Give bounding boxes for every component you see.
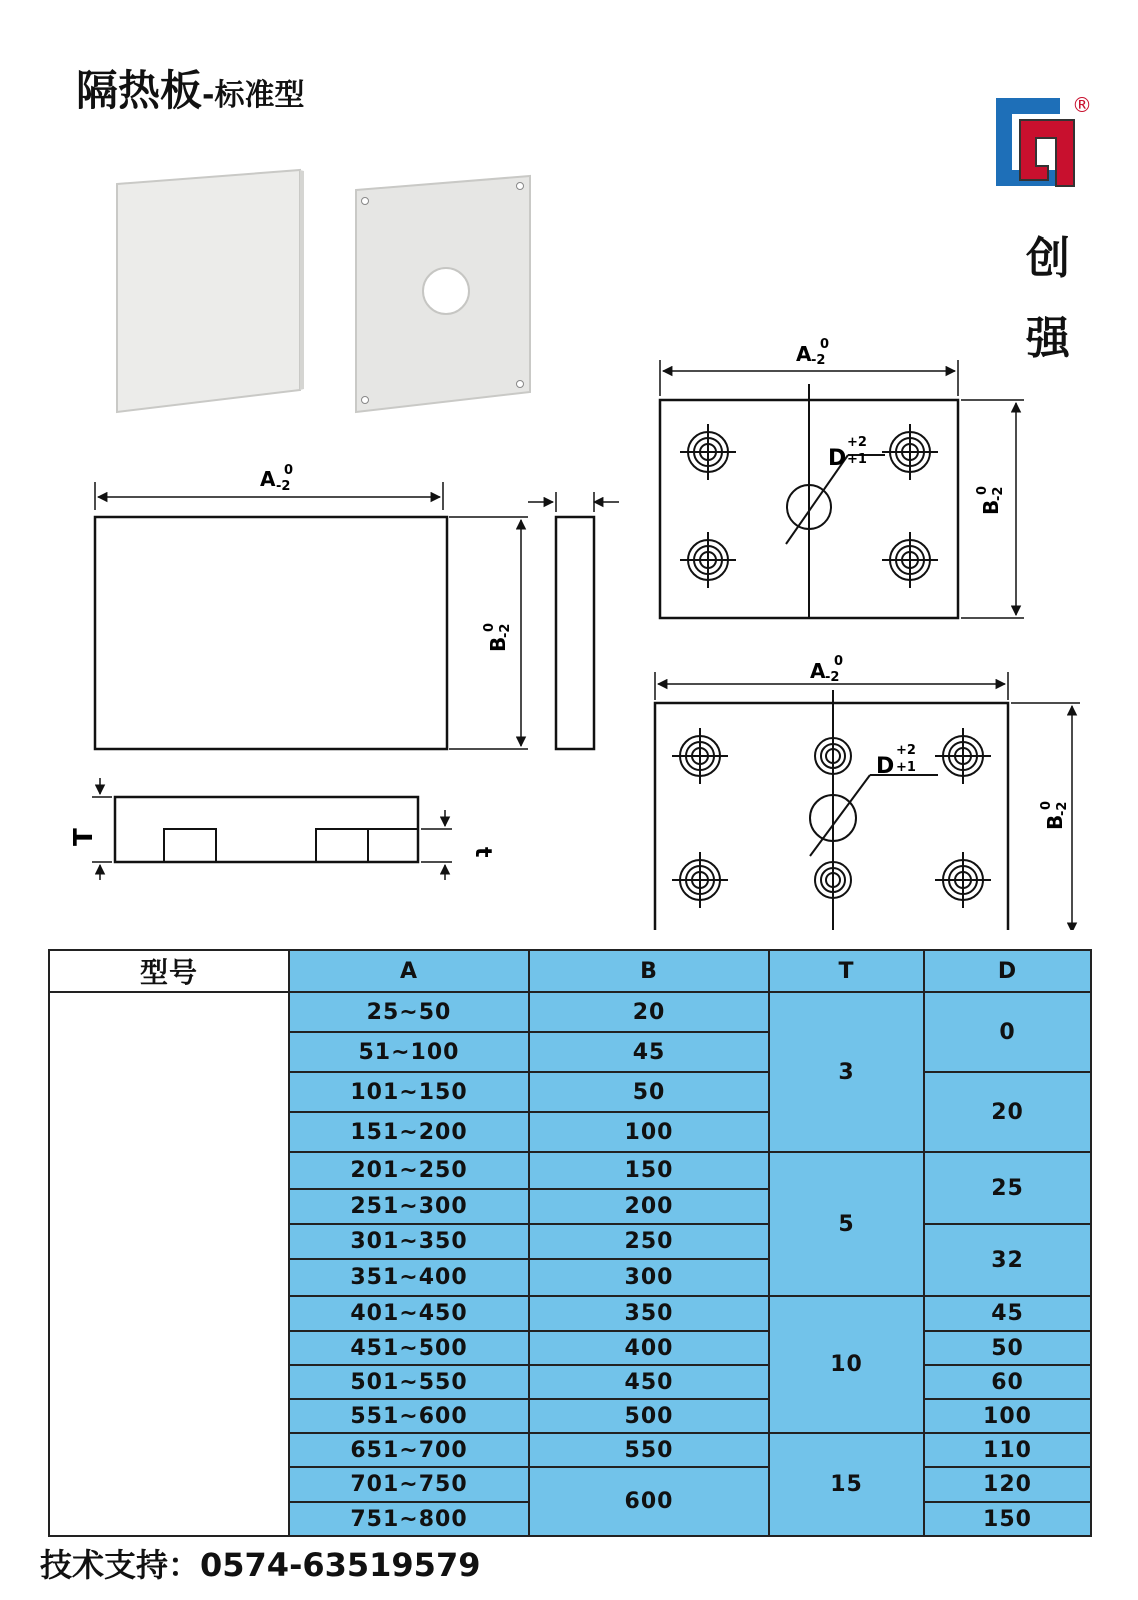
cell-b: 600: [529, 1467, 769, 1536]
cell-a: 151~200: [289, 1112, 529, 1152]
cell-b: 200: [529, 1189, 769, 1224]
cell-a: 451~500: [289, 1331, 529, 1365]
title-main: 隔热板: [76, 66, 203, 115]
cell-a: 651~700: [289, 1433, 529, 1467]
side-view: [528, 492, 619, 749]
cell-d: 25: [924, 1152, 1091, 1224]
cell-b: 400: [529, 1331, 769, 1365]
svg-text:+1: +1: [847, 452, 867, 467]
four-hole-view: [660, 337, 1024, 618]
cell-a: 25~50: [289, 992, 529, 1032]
cell-d: 60: [924, 1365, 1091, 1399]
svg-text:0: 0: [834, 654, 844, 669]
cell-b: 450: [529, 1365, 769, 1399]
svg-text:0: 0: [1039, 800, 1054, 810]
svg-text:0: 0: [820, 337, 830, 352]
cell-b: 100: [529, 1112, 769, 1152]
header-d: D: [924, 950, 1091, 992]
cell-d: 50: [924, 1331, 1091, 1365]
cell-a: 551~600: [289, 1399, 529, 1433]
cell-d: 0: [924, 992, 1091, 1072]
svg-text:-2: -2: [1055, 801, 1070, 816]
cell-a: 751~800: [289, 1502, 529, 1536]
brand-name-1: 创: [1026, 233, 1070, 284]
svg-text:-2: -2: [498, 623, 513, 638]
cell-d: 20: [924, 1072, 1091, 1152]
title-sub: -标准型: [202, 78, 305, 113]
cell-a: 251~300: [289, 1189, 529, 1224]
model-cell: [49, 992, 289, 1536]
cell-d: 150: [924, 1502, 1091, 1536]
cell-a: 101~150: [289, 1072, 529, 1112]
four-hole-dim-a: A: [796, 342, 812, 366]
cell-d: 32: [924, 1224, 1091, 1296]
header-b: B: [529, 950, 769, 992]
svg-text:+2: +2: [896, 743, 916, 758]
section-dim-t-upper: T: [69, 828, 99, 846]
cell-a: 701~750: [289, 1467, 529, 1502]
cell-b: 250: [529, 1224, 769, 1259]
registered-mark: ®: [1072, 93, 1092, 117]
cell-d: 100: [924, 1399, 1091, 1433]
table-header-row: [49, 950, 1091, 992]
cell-a: 51~100: [289, 1032, 529, 1072]
cell-b: 350: [529, 1296, 769, 1331]
svg-text:0: 0: [975, 485, 990, 495]
brand-name-2: 强: [1026, 313, 1070, 364]
six-hole-dim-d: D: [876, 754, 895, 779]
cell-b: 50: [529, 1072, 769, 1112]
cell-b: 45: [529, 1032, 769, 1072]
section-view: [69, 778, 495, 880]
svg-text:0: 0: [284, 463, 294, 478]
cell-b: 20: [529, 992, 769, 1032]
header-model: 型号: [49, 950, 289, 992]
table-row: [49, 992, 1091, 1032]
header-a: A: [289, 950, 529, 992]
four-hole-dim-b: B: [979, 499, 1003, 515]
cell-t: 10: [769, 1296, 924, 1433]
svg-text:-2: -2: [825, 670, 840, 685]
cell-b: 500: [529, 1399, 769, 1433]
holed-plate-photo: [356, 176, 530, 412]
cell-a: 401~450: [289, 1296, 529, 1331]
cell-t: 3: [769, 992, 924, 1152]
four-hole-dim-d: D: [828, 446, 847, 471]
six-hole-dim-a: A: [810, 659, 826, 683]
svg-text:0: 0: [482, 622, 497, 632]
cell-d: 110: [924, 1433, 1091, 1467]
cell-b: 550: [529, 1433, 769, 1467]
cell-d: 45: [924, 1296, 1091, 1331]
front-dim-b: B: [486, 636, 510, 652]
cell-b: 150: [529, 1152, 769, 1189]
cell-t: 15: [769, 1433, 924, 1536]
cell-d: 120: [924, 1467, 1091, 1502]
six-hole-view: [655, 654, 1080, 930]
cell-b: 300: [529, 1259, 769, 1296]
svg-text:-2: -2: [276, 479, 291, 494]
six-hole-dim-b: B: [1043, 814, 1067, 830]
section-dim-t-lower: t: [470, 847, 495, 858]
cell-a: 201~250: [289, 1152, 529, 1189]
front-dim-a: A: [260, 467, 276, 491]
cell-a: 501~550: [289, 1365, 529, 1399]
cell-a: 301~350: [289, 1224, 529, 1259]
support-phone: 技术支持：0574-63519579: [40, 1546, 481, 1584]
plain-plate-photo: [117, 170, 304, 412]
svg-text:-2: -2: [811, 353, 826, 368]
spec-table: [48, 949, 1092, 1537]
svg-text:+2: +2: [847, 435, 867, 450]
svg-text:-2: -2: [991, 486, 1006, 501]
front-view: [95, 463, 528, 749]
cell-t: 5: [769, 1152, 924, 1296]
cell-a: 351~400: [289, 1259, 529, 1296]
header-t: T: [769, 950, 924, 992]
svg-text:+1: +1: [896, 760, 916, 775]
